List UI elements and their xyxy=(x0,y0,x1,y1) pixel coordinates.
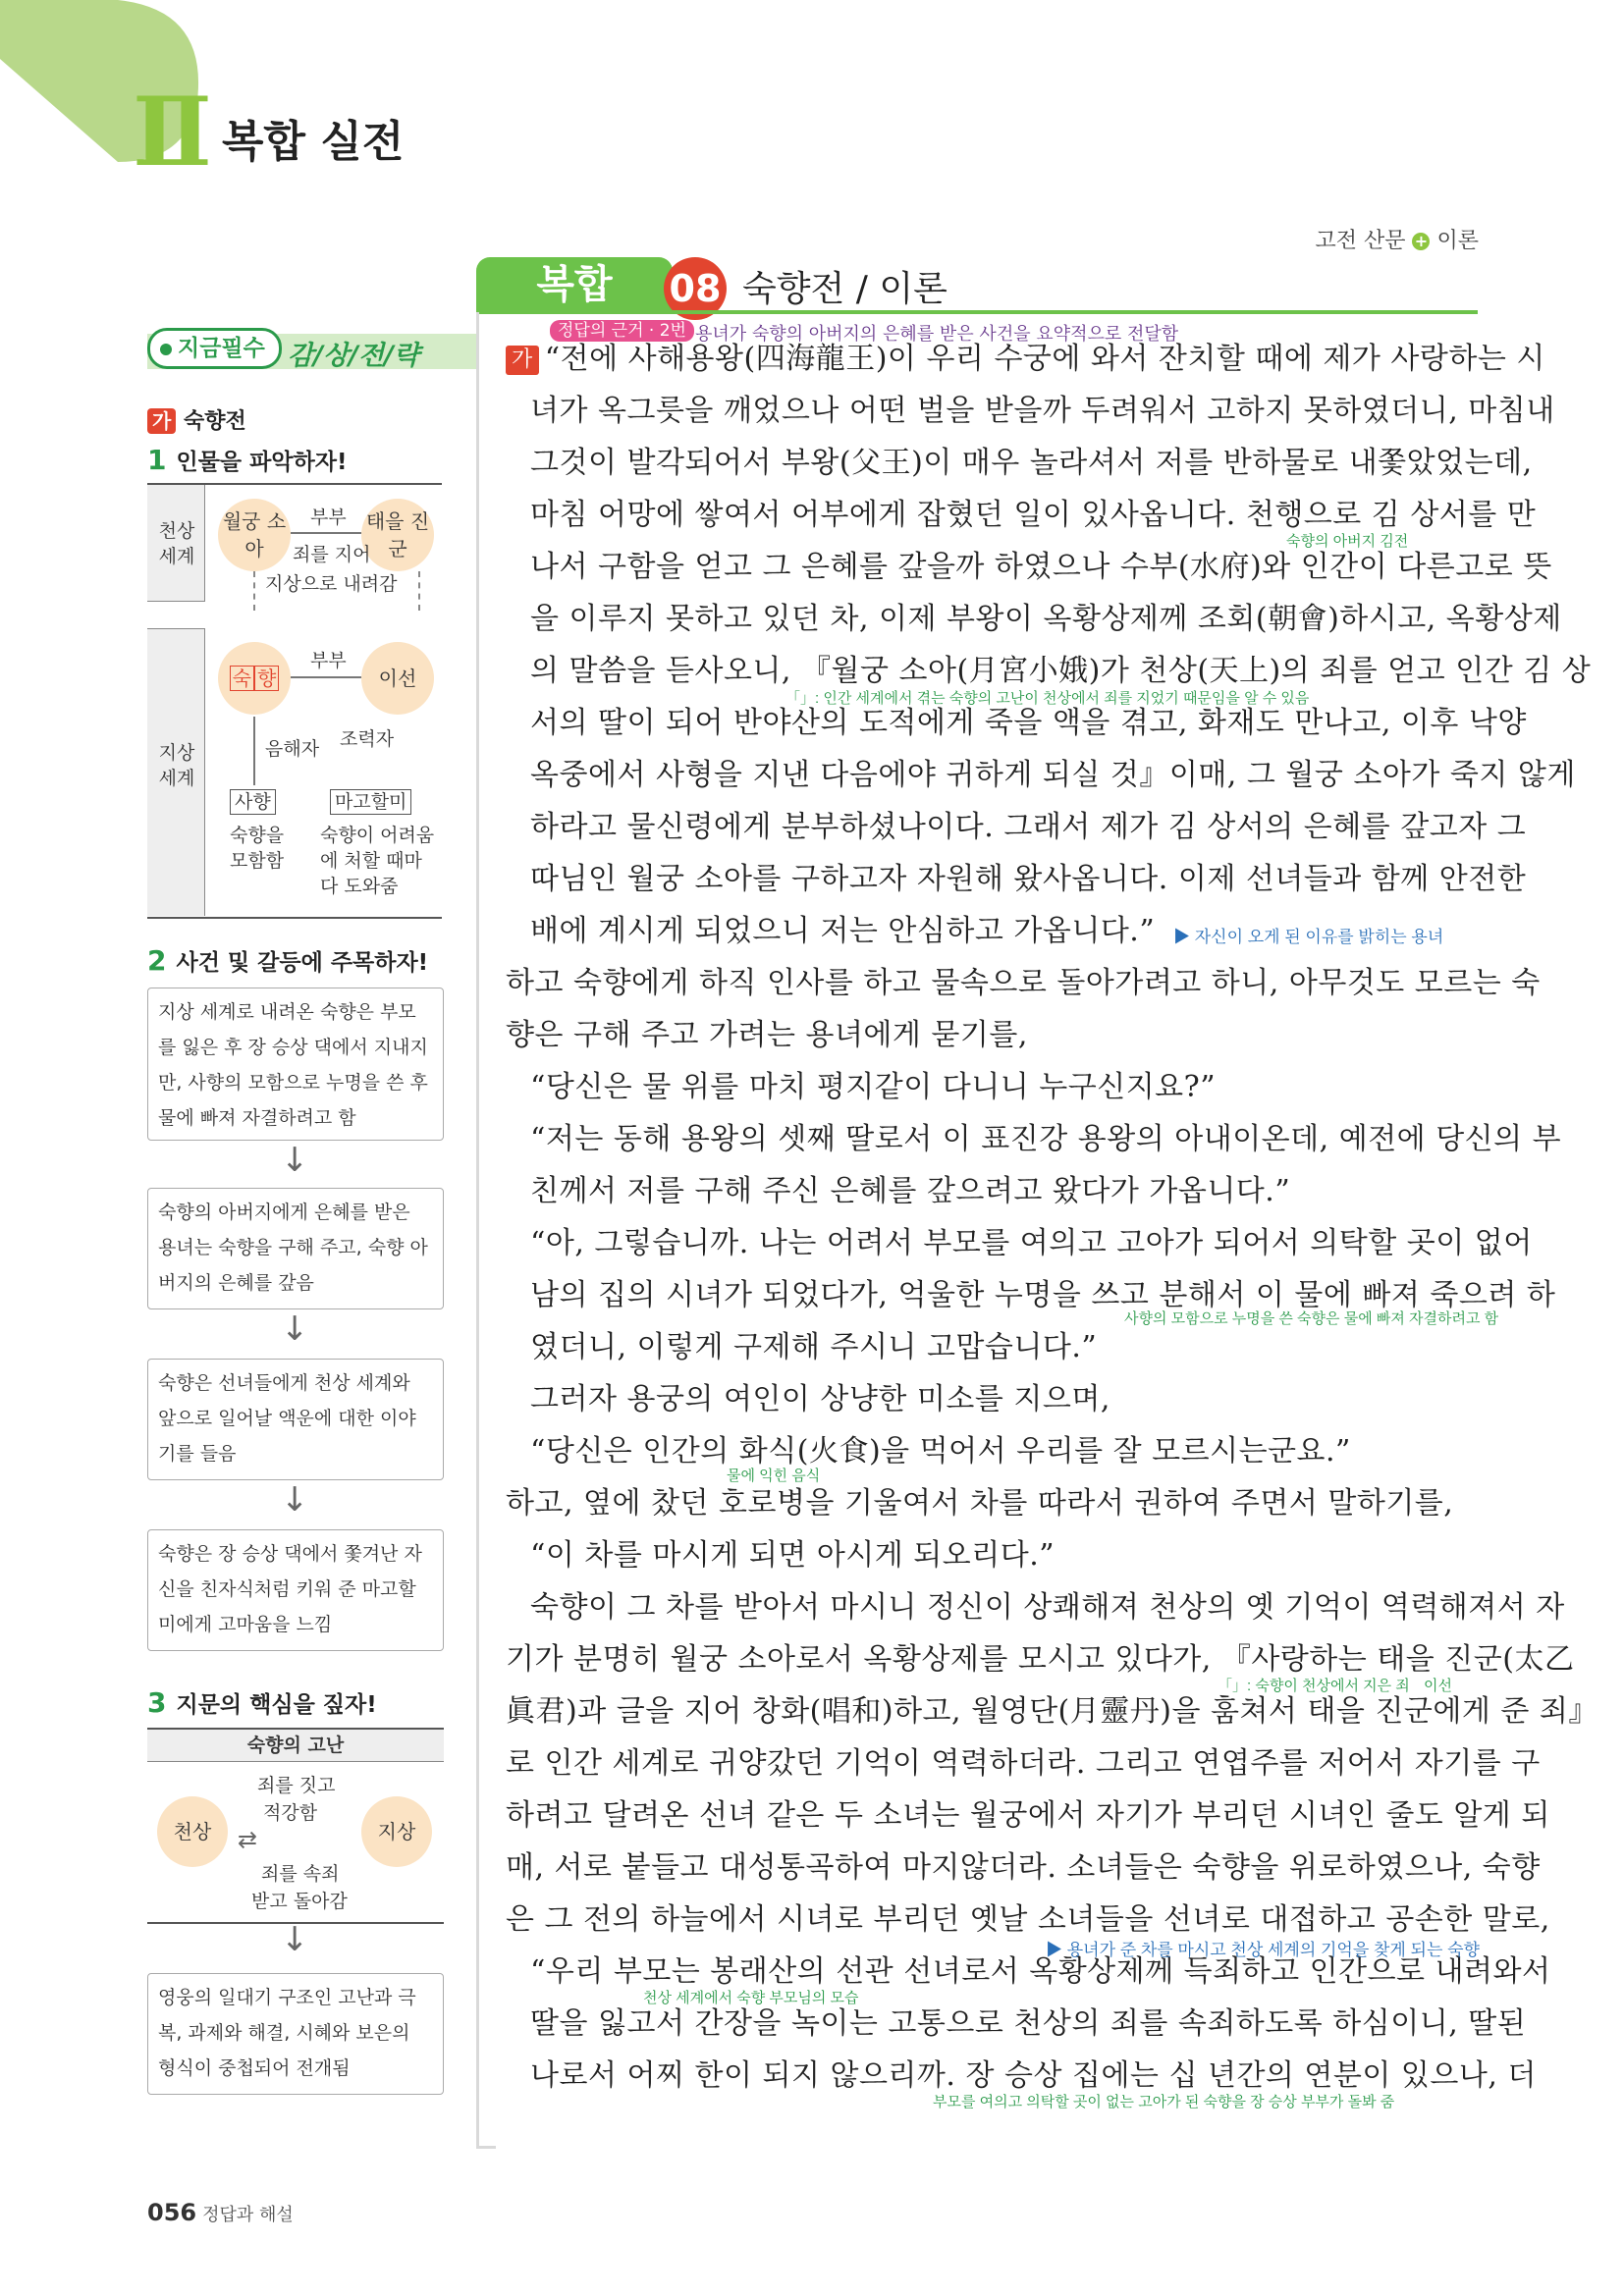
section-1-number: 1 xyxy=(147,444,167,476)
passage-line: 매, 서로 붙들고 대성통곡하여 마지않더라. 소녀들은 숙향을 위로하였으나, 숙향 xyxy=(506,1850,1541,1885)
passage-line: 친께서 저를 구해 주신 은혜를 갚으려고 왔다가 가옵니다.” xyxy=(530,1174,1291,1208)
sahyang-desc: 숙향을 모함함 xyxy=(230,825,285,872)
passage-line: 딸을 잃고서 간장을 녹이는 고통으로 천상의 죄를 속죄하도록 하심이니, 딸된 xyxy=(530,2006,1527,2041)
event-box-3: 숙향은 선녀들에게 천상 세계와 앞으로 일어날 액운에 대한 이야기를 들음 xyxy=(147,1359,444,1480)
down-arrow-icon: ↓ xyxy=(281,1309,309,1349)
section-3-number: 3 xyxy=(147,1686,167,1719)
section-1-title: 인물을 파악하자! xyxy=(176,450,348,475)
annotation: 「」: 숙향이 천상에서 지은 죄 xyxy=(1218,1678,1410,1694)
core-right: 지상 xyxy=(361,1796,432,1867)
box-bottom-border xyxy=(476,2146,496,2149)
passage-line: 나서 구함을 얻고 그 은혜를 갚을까 하였으나 수부(水府)와 인간이 다른고로 뜻 xyxy=(530,550,1552,584)
hyang-char: 향 xyxy=(254,666,279,691)
section-3-title: 지문의 핵심을 짚자! xyxy=(176,1692,377,1718)
section-2-number: 2 xyxy=(147,944,167,977)
side-note: ▶ 자신이 오게 된 이유를 밝히는 용녀 xyxy=(1173,928,1444,946)
chapter-title: 복합 실전 xyxy=(222,117,405,167)
sidebar-band-title: 감/상/전/략 xyxy=(288,341,419,371)
suk-hyang xyxy=(218,642,291,715)
passage-line: 하고, 옆에 찼던 호로병을 기울여서 차를 따라서 권하여 주면서 말하기를, xyxy=(506,1486,1454,1521)
passage-line: 그것이 발각되어서 부왕(父王)이 매우 놀라셔서 저를 반하물로 내쫓았었는데, xyxy=(530,446,1533,480)
passage-line: 마침 어망에 쌓여서 어부에게 잡혔던 일이 있사옵니다. 천행으로 김 상서를 만 xyxy=(530,498,1537,532)
sidebar-pill xyxy=(147,328,282,369)
event-box-4: 숙향은 장 승상 댁에서 쫓겨난 자신을 친자식처럼 키워 준 마고할미에게 고마움을 느낌 xyxy=(147,1529,444,1651)
annotation: 물에 익힌 음식 xyxy=(727,1468,821,1484)
core-top1: 죄를 짓고 xyxy=(257,1775,336,1796)
down-arrow-icon: ↓ xyxy=(281,1920,309,1959)
box-left-border xyxy=(476,312,479,2148)
passage-line: “당신은 인간의 화식(火食)을 먹어서 우리를 잘 모르시는군요.” xyxy=(530,1434,1351,1468)
passage-line: 을 이루지 못하고 있던 차, 이제 부왕이 옥황상제께 조회(朝會)하시고, 옥황상제 xyxy=(530,602,1562,636)
sahyang-name: 사향 xyxy=(230,789,276,815)
mago-name: 마고할미 xyxy=(330,789,411,815)
annotation: 이선 xyxy=(1424,1678,1452,1694)
header-rule xyxy=(476,310,1478,314)
event-box-1: 지상 세계로 내려온 숙향은 부모를 잃은 후 장 승상 댁에서 지내지만, 사향의 모함으로 누명을 쓴 후 물에 빠져 자결하려고 함 xyxy=(147,988,444,1141)
down-arrow-icon: ↓ xyxy=(281,1141,309,1180)
core-left: 천상 xyxy=(157,1796,228,1867)
passage-line: 로 인간 세계로 귀양갔던 기억이 역력하더라. 그리고 연엽주를 저어서 자기를 구 xyxy=(506,1746,1541,1781)
plus-icon: + xyxy=(1412,233,1430,250)
conclusion-box: 영웅의 일대기 구조인 고난과 극복, 과제와 해결, 시혜와 보은의 형식이 중첩되어 전개됨 xyxy=(147,1973,444,2095)
passage-line: “아, 그렇습니까. 나는 어려서 부모를 여의고 고아가 되어서 의탁할 곳이 없어 xyxy=(530,1226,1533,1260)
passage-line: 의 말씀을 듣사오니, 『월궁 소아(月宮小娥)가 천상(天上)의 죄를 얻고 인간 김 상 xyxy=(530,654,1592,688)
mago-desc: 숙향이 어려움에 처할 때마다 도와줌 xyxy=(320,825,435,897)
chapter-numeral: Ⅱ xyxy=(133,77,206,187)
earth-right: 이선 xyxy=(361,642,434,715)
section-3-heading xyxy=(147,1686,377,1719)
problem-title: 숙향전 / 이론 xyxy=(742,269,947,309)
core-bot1: 죄를 속죄 xyxy=(261,1863,340,1885)
down-arrow-icon: ↓ xyxy=(281,1480,309,1520)
heaven-sin: 죄를 지어 xyxy=(293,544,371,565)
annotation: 숙향의 아버지 김전 xyxy=(1286,533,1409,550)
character-diagram xyxy=(147,483,442,919)
heaven-down: 지상으로 내려감 xyxy=(265,573,398,595)
event-box-2: 숙향의 아버지에게 은혜를 받은 용녀는 숙향을 구해 주고, 숙향 아버지의 은혜를 갚음 xyxy=(147,1188,444,1309)
passage-line: 옥중에서 사형을 지낸 다음에야 귀하게 되실 것』이매, 그 월궁 소아가 죽지 않게 xyxy=(530,758,1576,792)
section-2-title: 사건 및 갈등에 주목하자! xyxy=(176,950,429,976)
passage-line: 하려고 달려온 선녀 같은 두 소녀는 월궁에서 자기가 부리던 시녀인 줄도 알게 되 xyxy=(506,1798,1550,1833)
passage-line: 가 “전에 사해용왕(四海龍王)이 우리 수궁에 와서 잔치할 때에 제가 사랑하는 시 xyxy=(506,334,1478,377)
core-diagram xyxy=(147,1728,444,1924)
passage-line: 기가 분명히 월궁 소아로서 옥황상제를 모시고 있다가, 『사랑하는 태을 진군(太乙 xyxy=(506,1642,1575,1677)
annotation: 천상 세계에서 숙향 부모님의 모습 xyxy=(643,1990,859,2006)
work-title: 숙향전 xyxy=(184,409,246,434)
heaven-label: 천상 세계 xyxy=(158,520,195,567)
core-bot2: 받고 돌아감 xyxy=(251,1891,348,1912)
heaven-relation: 부부 xyxy=(310,507,347,528)
section-1-heading xyxy=(147,444,348,476)
page-footer xyxy=(147,2199,294,2226)
work-badge: 가 xyxy=(147,408,176,434)
core-top2: 적강함 xyxy=(263,1802,318,1824)
passage-badge: 가 xyxy=(506,346,539,375)
passage-line: 였더니, 이렇게 구제해 주시니 고맙습니다.” xyxy=(530,1330,1098,1364)
heaven-left: 월궁 소아 xyxy=(218,499,291,571)
earth-label: 지상 세계 xyxy=(158,742,195,789)
side-note: ▶ 용녀가 준 차를 마시고 천상 세계의 기억을 찾게 되는 숙향 xyxy=(1046,1941,1480,1959)
passage-line: 녀가 옥그릇을 깨었으나 어떤 벌을 받을까 두려워서 고하지 못하였더니, 마침내 xyxy=(530,394,1555,428)
dot-icon xyxy=(160,344,172,355)
hurt-label: 음해자 xyxy=(265,738,320,760)
passage-line: 향은 구해 주고 가려는 용녀에게 묻기를, xyxy=(506,1018,1028,1052)
passage-line: 은 그 전의 하늘에서 시녀로 부리던 옛날 소녀들을 선녀로 대접하고 공손한 말로, xyxy=(506,1902,1550,1937)
heaven-right: 태을 진군 xyxy=(361,499,434,571)
annotation: 「」: 인간 세계에서 겪는 숙향의 고난이 천상에서 죄를 지었기 때문임을 알 수 있음 xyxy=(785,690,1310,707)
help-label: 조력자 xyxy=(340,728,395,750)
breadcrumb-left: 고전 산문 xyxy=(1315,229,1406,253)
section-tab: 복합 xyxy=(476,257,673,312)
passage-line: 眞君)과 글을 지어 창화(唱和)하고, 월영단(月靈丹)을 훔쳐서 태을 진군에게 준 죄』 xyxy=(506,1694,1598,1729)
passage-line: 나로서 어찌 한이 되지 않으리까. 장 승상 집에는 십 년간의 연분이 있으나, 더 xyxy=(530,2058,1537,2093)
swap-arrows-icon: ⇄ xyxy=(238,1826,258,1853)
passage-line: “당신은 물 위를 마치 평지같이 다니니 누구신지요?” xyxy=(530,1070,1217,1104)
passage-line: 따님인 월궁 소아를 구하고자 자원해 왔사옵니다. 이제 선녀들과 함께 안전한 xyxy=(530,862,1527,896)
annotation: 부모를 여의고 의탁할 곳이 없는 고아가 된 숙향을 장 승상 부부가 돌봐 줌 xyxy=(933,2094,1395,2110)
core-head: 숙향의 고난 xyxy=(147,1730,444,1762)
passage-line: 남의 집의 시녀가 되었다가, 억울한 누명을 쓰고 분해서 이 물에 빠져 죽으려 하 xyxy=(530,1278,1556,1312)
breadcrumb-right: 이론 xyxy=(1436,229,1479,253)
suk-char: 숙 xyxy=(230,666,254,691)
breadcrumb xyxy=(1315,224,1479,254)
passage-line: 배에 계시게 되었으니 저는 안심하고 가옵니다.” xyxy=(530,914,1156,948)
passage-line: 하고 숙향에게 하직 인사를 하고 물속으로 돌아가려고 하니, 아무것도 모르는 숙 xyxy=(506,966,1541,1000)
passage-line: 하라고 물신령에게 분부하셨나이다. 그래서 제가 김 상서의 은혜를 갚고자 그 xyxy=(530,810,1527,844)
footer-label: 정답과 해설 xyxy=(202,2205,294,2225)
section-2-heading xyxy=(147,944,428,977)
earth-relation: 부부 xyxy=(310,650,347,671)
passage-line: 그러자 용궁의 여인이 상냥한 미소를 지으며, xyxy=(530,1382,1110,1416)
annotation: 사향의 모함으로 누명을 쓴 숙향은 물에 빠져 자결하려고 함 xyxy=(1124,1310,1499,1327)
work-heading xyxy=(147,404,246,435)
problem-number: 08 xyxy=(664,257,727,320)
passage-line: “이 차를 마시게 되면 아시게 되오리다.” xyxy=(530,1538,1056,1573)
page-number: 056 xyxy=(147,2199,197,2226)
answer-basis-text: 용녀가 숙향의 아버지의 은혜를 받은 사건을 요약적으로 전달함 xyxy=(695,324,1179,345)
answer-basis-tag: 정답의 근거 · 2번 xyxy=(550,320,694,342)
passage-line: 서의 딸이 되어 반야산의 도적에게 죽을 액을 겪고, 화재도 만나고, 이후 낙양 xyxy=(530,706,1527,740)
passage-line: 숙향이 그 차를 받아서 마시니 정신이 상쾌해져 천상의 옛 기억이 역력해져서 자 xyxy=(530,1590,1565,1625)
sidebar-pill-label: 지금필수 xyxy=(178,336,265,361)
passage-line: “저는 동해 용왕의 셋째 딸로서 이 표진강 용왕의 아내이온데, 예전에 당신의 부 xyxy=(530,1122,1562,1156)
passage-line: “우리 부모는 봉래산의 선관 선녀로서 옥황상제께 득죄하고 인간으로 내려와서 xyxy=(530,1954,1551,1989)
